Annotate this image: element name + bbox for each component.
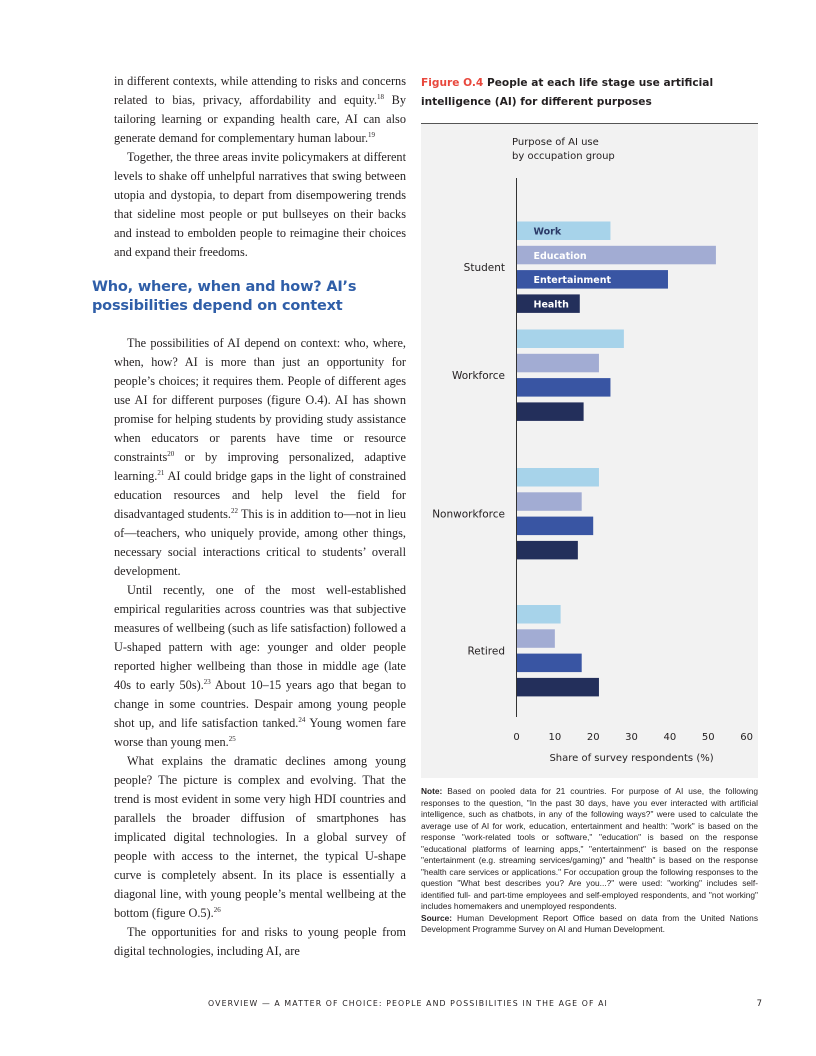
text-run: What explains the dramatic declines among young people? The picture is complex and evolving. That the trend is most evident in some very high HDI countries and parallels the broader diffusion of smartphones has implicated digital technologies. In a global survey of people with access to the internet, the typical U-shape curve is completely absent. In its place is essentially a diagonal line, with young people’s mental wellbeing at the bottom (figure O.5). (114, 754, 406, 920)
paragraph-1 (92, 72, 406, 148)
bar-nonworkforce-education (517, 492, 582, 511)
figure-title-text: People at each life stage use artificial intelligence (AI) for different purposes (421, 77, 714, 108)
x-tick-label: 40 (663, 732, 677, 743)
text-run: in different contexts, while attending to risks and concerns related to bias, privacy, affordability and equity. (114, 74, 406, 107)
x-axis-label: Share of survey respondents (%) (549, 753, 714, 764)
body-text-column (92, 72, 406, 961)
chart-panel (421, 123, 758, 778)
endnote-ref[interactable]: 24 (298, 715, 306, 724)
source-label: Source: (421, 912, 453, 923)
x-tick-label: 30 (625, 732, 638, 743)
x-tick-label: 20 (586, 732, 600, 743)
endnote-ref[interactable]: 18 (376, 92, 384, 101)
bar-nonworkforce-entertainment (517, 517, 594, 536)
paragraph-5 (92, 752, 406, 923)
category-label: Retired (467, 645, 505, 658)
category-label: Workforce (451, 370, 505, 383)
bar-chart (421, 124, 758, 779)
bar-workforce-education (517, 354, 599, 373)
text-run: The possibilities of AI depend on context: who, where, when, how? AI is more than just an opportunity for people’s choices; it requires them. People of different ages use AI for different purposes (figure O.4). AI has shown promise for helping students by providing study assistance when educators or parents have time or resource constraints (114, 336, 406, 464)
bar-nonworkforce-health (517, 541, 578, 560)
text-run: AI could bridge gaps in the light of constrained education resources and help level the field for disadvantaged students. (114, 469, 406, 521)
category-label: Nonworkforce (432, 508, 505, 521)
endnote-ref[interactable]: 19 (368, 130, 376, 139)
chart-title-line: by occupation group (512, 151, 615, 162)
x-tick-label: 60 (740, 732, 753, 743)
figure-number: Figure O.4 (421, 77, 484, 89)
figure-note (421, 786, 758, 936)
bar-workforce-health (517, 402, 584, 421)
bar-student-work (517, 222, 611, 241)
page-number: 7 (756, 999, 762, 1009)
text-run: Young women fare worse than young men. (114, 716, 406, 749)
text-run: Until recently, one of the most well-established empirical regularities across countries was that subjective measures of wellbeing (such as life satisfaction) followed a U-shaped pattern with age: younger and older people reported higher wellbeing than those in middle age (late 40s to early 50s). (114, 583, 406, 692)
text-run: This is in addition to—not in lieu of—teachers, who uniquely provide, among other things, necessary social interactions critical to students’ overall development. (114, 507, 407, 578)
endnote-ref[interactable]: 22 (230, 506, 238, 515)
section-heading: Who, where, when and how? AI’s possibilities depend on context (92, 279, 357, 314)
note-label: Note: (421, 786, 443, 796)
paragraph-3 (92, 334, 406, 581)
x-tick-label: 50 (701, 732, 715, 743)
running-title: OVERVIEW — A MATTER OF CHOICE: PEOPLE AND POSSIBILITIES IN THE AGE OF AI (208, 999, 608, 1008)
x-tick-label: 0 (513, 732, 520, 743)
endnote-ref[interactable]: 20 (167, 449, 175, 458)
endnote-ref[interactable]: 23 (203, 677, 211, 686)
category-label: Student (463, 262, 505, 275)
legend-label-work: Work (533, 226, 562, 238)
legend-label-entertainment: Entertainment (533, 275, 612, 287)
text-run: About 10–15 years ago that began to change in some countries. Despair among young people shot up, and life satisfaction tanked. (114, 678, 407, 730)
bar-workforce-work (517, 330, 624, 349)
bar-workforce-entertainment (517, 378, 611, 397)
paragraph-6: The opportunities for and risks to young people from digital technologies, including AI, are (114, 925, 406, 958)
chart-title-line: Purpose of AI use (512, 137, 599, 148)
note-text: Based on pooled data for 21 countries. For purpose of AI use, the following responses to the question, "In the past 30 days, have you ever interacted with artificial intelligence, such as chatbots, in any of the following ways?" were used to calculate the average use of AI for work, education, entertainment and health: "work" is based on the response "work-related tools or software," "education" is based on the response "educational platforms of learning apps," "entertainment" is based on the response "entertainment (e.g. streaming services/gaming)" and "health" is based on the response "health care services or applications." For occupation group the following responses to the question "What best describes you? Are you...?" were used: "working" includes self-identified full- and part-time employees and self-employed respondents, and "not working" includes homemakers and unemployed respondents. (421, 786, 758, 911)
bar-retired-work (517, 605, 561, 624)
paragraph-4 (92, 581, 406, 752)
paragraph-2: Together, the three areas invite policymakers at different levels to shake off unhelpful narratives that swing between utopia and dystopia, to depart from disempowering trends that sideline most people or put bullseyes on their backs and instead to embolden people to reimagine their choices and expand their freedoms. (114, 150, 406, 259)
x-tick-label: 10 (548, 732, 562, 743)
endnote-ref[interactable]: 26 (213, 905, 221, 914)
source-text: Human Development Report Office based on data from the United Nations Development Programme Survey on AI and Human Development. (421, 912, 758, 934)
bar-retired-entertainment (517, 654, 582, 673)
endnote-ref[interactable]: 21 (157, 468, 165, 477)
bar-retired-health (517, 678, 599, 697)
bar-nonworkforce-work (517, 468, 599, 487)
text-run: By tailoring learning or expanding health care, AI can also generate demand for complementary human labour. (114, 93, 406, 145)
legend-label-education: Education (533, 250, 587, 262)
bar-retired-education (517, 629, 555, 648)
text-run: or by improving personalized, adaptive learning. (114, 450, 406, 483)
figure-title (421, 74, 761, 112)
endnote-ref[interactable]: 25 (228, 734, 236, 743)
legend-label-health: Health (533, 299, 569, 311)
